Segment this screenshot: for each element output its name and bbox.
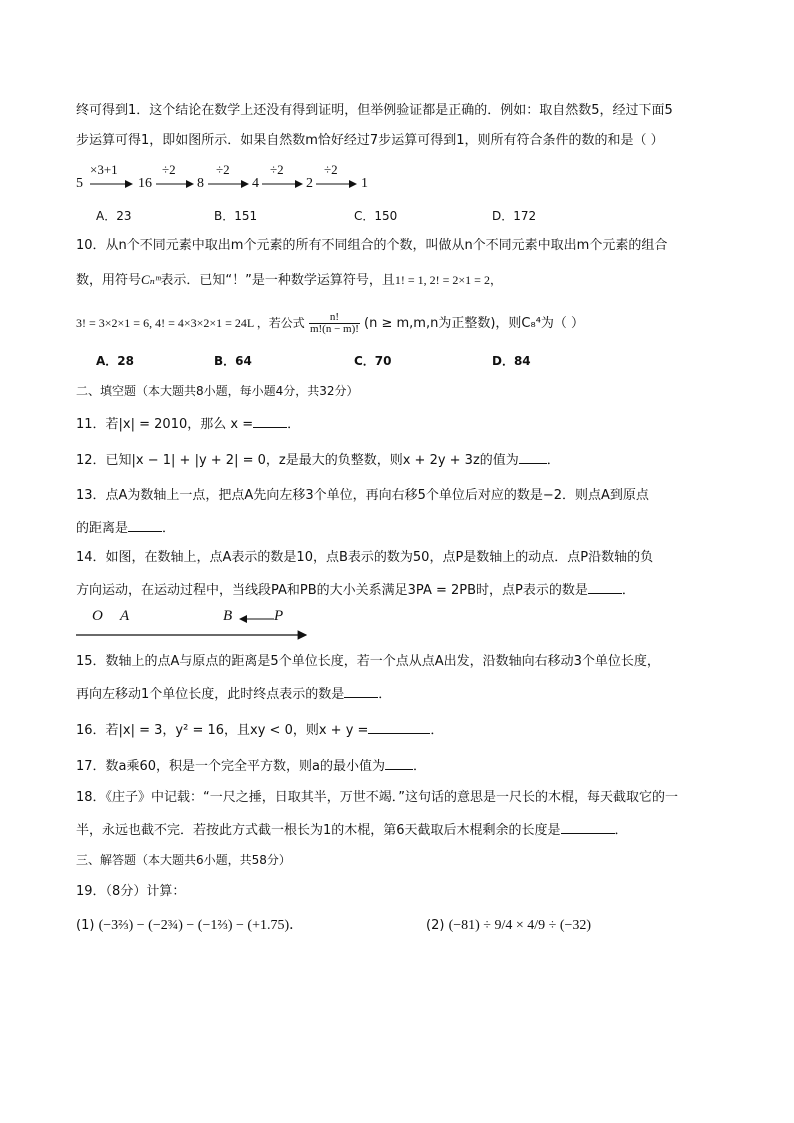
q19-part2	[426, 916, 591, 936]
q16	[76, 720, 443, 741]
q12	[76, 450, 560, 471]
q10-line2-b: 表示．已知“！”是一种数学运算符号，且	[160, 273, 395, 288]
q19-title: 19．（8分）计算：	[76, 884, 186, 899]
q10-option-a: A．28	[96, 354, 134, 368]
chain-num-2: 2	[306, 176, 313, 191]
q14-line1: 14．如图，在数轴上，点A表示的数是10，点B表示的数为50，点P是数轴上的动点．点P沿数轴的负	[76, 550, 654, 565]
chain-op-1: ×3+1	[90, 162, 118, 177]
point-a-label: A	[120, 608, 130, 624]
q11	[76, 414, 300, 435]
q13-end: ．	[162, 521, 176, 536]
q15-line2-text: 再向左移动1个单位长度，此时终点表示的数是	[76, 687, 345, 702]
q9-operation-chain	[76, 162, 496, 196]
q10-factorial-def: 1! = 1, 2! = 2×1 = 2，	[394, 273, 502, 287]
q14-line2	[76, 580, 635, 601]
section-3-heading: 三、解答题（本大题共6小题，共58分）	[76, 853, 291, 867]
q17-blank	[385, 756, 413, 770]
q16-text: 16．若|x| = 3，y² = 16，且xy < 0，则x + y =	[76, 723, 369, 738]
point-o-label: O	[92, 608, 103, 624]
chain-num-5: 5	[76, 176, 83, 191]
q18-blank	[561, 820, 615, 834]
chain-op-5: ÷2	[324, 162, 338, 177]
q18-end: ．	[614, 823, 628, 838]
frac-numerator: n!	[309, 312, 360, 324]
q16-blank	[368, 720, 430, 734]
q15-line1: 15．数轴上的点A与原点的距离是5个单位长度，若一个点从点A出发，沿数轴向右移动3个单位长度，	[76, 654, 660, 669]
q17	[76, 756, 426, 777]
chain-num-8: 8	[197, 176, 204, 191]
q10-option-d: D．84	[492, 354, 531, 368]
q19-part1	[76, 916, 303, 936]
chain-op-2: ÷2	[162, 162, 176, 177]
q19-part2-label: (2)	[426, 918, 445, 933]
q13-line2-text: 的距离是	[76, 521, 129, 536]
q10-line1: 10．从n个不同元素中取出m个元素的所有不同组合的个数，叫做从n个不同元素中取出m个元素的组合	[76, 238, 668, 253]
q10-option-c: C．70	[354, 354, 392, 368]
q10-line3-a: 3! = 3×2×1 = 6, 4! = 4×3×2×1 = 24L ，若公式	[76, 316, 305, 330]
q13-line2	[76, 518, 175, 539]
point-b-label: B	[223, 608, 233, 624]
combination-symbol: Cₙᵐ	[141, 272, 161, 287]
q11-end: ．	[287, 417, 301, 432]
q19-part1-expression: (−3⅔) − (−2¾) − (−1⅔) − (+1.75)．	[98, 918, 304, 933]
q16-end: ．	[430, 723, 444, 738]
q12-text: 12．已知|x − 1| + |y + 2| = 0，z是最大的负整数，则x + 2y + 3z的值为	[76, 453, 519, 468]
q18-line1: 18．《庄子》中记载：“一尺之捶，日取其半，万世不竭．”这句话的意思是一尺长的木棍，每天截取它的一	[76, 790, 679, 805]
q15-line2	[76, 684, 391, 705]
chain-op-3: ÷2	[216, 162, 230, 177]
q10-line3	[76, 312, 584, 335]
q19-part2-expression: (−81) ÷ 9/4 × 4/9 ÷ (−32)	[448, 918, 592, 933]
q9-option-d: D．172	[492, 209, 537, 223]
q11-blank	[253, 414, 287, 428]
q9-option-c: C．150	[354, 209, 398, 223]
q13-line1: 13．点A为数轴上一点，把点A先向左移3个单位，再向右移5个单位后对应的数是−2．则点A到原点	[76, 488, 649, 503]
q15-end: ．	[378, 687, 392, 702]
section-2-heading: 二、填空题（本大题共8小题，每小题4分，共32分）	[76, 384, 359, 398]
q10-line2-a: 数，用符号	[76, 273, 142, 288]
point-p-label: P	[274, 608, 284, 624]
q9-option-a: A．23	[96, 209, 132, 223]
q19-part1-label: (1)	[76, 918, 95, 933]
q12-blank	[519, 450, 547, 464]
q10-option-b: B．64	[214, 354, 252, 368]
frac-denominator: m!(n − m)!	[309, 323, 359, 335]
q17-end: ．	[413, 759, 427, 774]
q18-line2	[76, 820, 628, 841]
combination-formula-fraction	[309, 312, 360, 335]
q9-option-b: B．151	[214, 209, 258, 223]
chain-num-16: 16	[138, 176, 152, 191]
q10-line3-b: (n ≥ m,m,n为正整数)，则C₈⁴为（ ）	[364, 316, 585, 331]
q12-end: ．	[546, 453, 560, 468]
q9-line1: 终可得到1．这个结论在数学上还没有得到证明，但举例验证都是正确的．例如：取自然数5，经过下面5	[76, 103, 673, 118]
q10-line2	[76, 270, 502, 291]
q11-text: 11．若|x| = 2010，那么 x =	[76, 417, 254, 432]
q15-blank	[344, 684, 378, 698]
chain-num-1: 1	[361, 176, 368, 191]
chain-op-4: ÷2	[270, 162, 284, 177]
q14-line2-text: 方向运动，在运动过程中，当线段PA和PB的大小关系满足3PA = 2PB时，点P表示的数是	[76, 583, 588, 598]
q14-blank	[588, 580, 622, 594]
q9-line2: 步运算可得1，即如图所示．如果自然数m恰好经过7步运算可得到1，则所有符合条件的数的和是（ ）	[76, 133, 664, 148]
q17-text: 17．数a乘60，积是一个完全平方数，则a的最小值为	[76, 759, 386, 774]
q14-number-line	[76, 608, 316, 644]
q18-line2-text: 半，永远也截不完．若按此方式截一根长为1的木棍，第6天截取后木棍剩余的长度是	[76, 823, 561, 838]
q14-end: ．	[621, 583, 635, 598]
chain-num-4: 4	[252, 176, 259, 191]
q13-blank	[128, 518, 162, 532]
